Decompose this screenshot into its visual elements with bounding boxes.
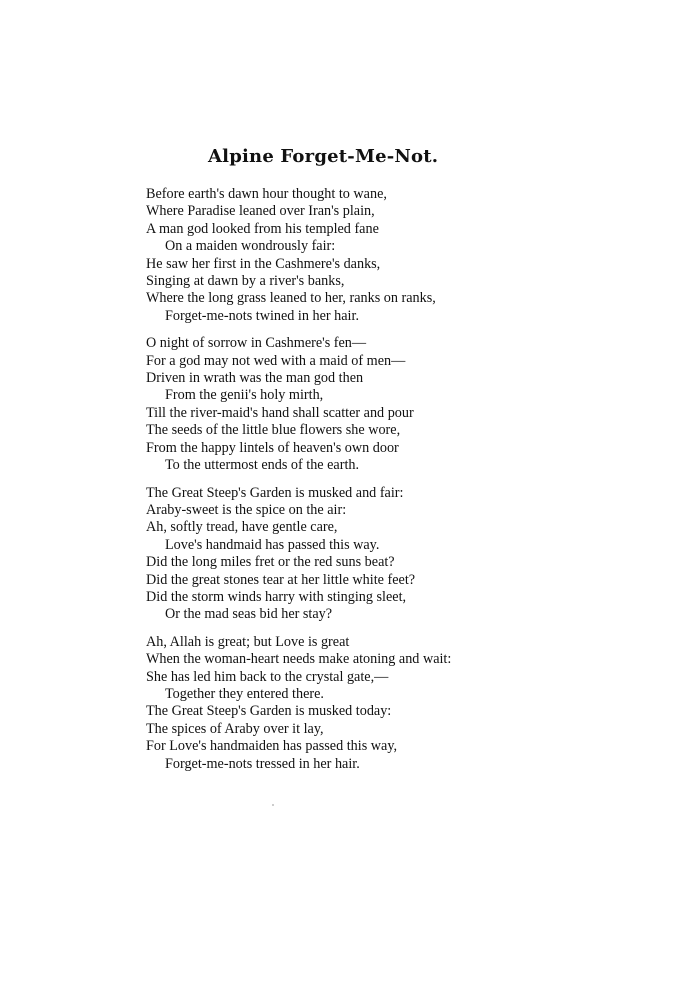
poem-line: When the woman-heart needs make atoning and wait: — [146, 651, 452, 668]
poem-line: Where Paradise leaned over Iran's plain, — [146, 203, 375, 220]
poem-body — [146, 186, 546, 783]
poem-line: On a maiden wondrously fair: — [165, 238, 336, 255]
poem-line: Forget-me-nots tressed in her hair. — [165, 755, 360, 772]
poem-line: Before earth's dawn hour thought to wane, — [146, 186, 387, 202]
poem-line: The seeds of the little blue flowers she wore, — [146, 422, 401, 439]
poem-title: Alpine Forget-Me-Not. — [208, 146, 439, 167]
poem-line: Did the storm winds harry with stinging sleet, — [146, 588, 407, 605]
page-speck — [272, 804, 274, 806]
poem-line: From the genii's holy mirth, — [165, 387, 324, 404]
poem-line: Together they entered there. — [165, 685, 324, 702]
stanza-1 — [146, 186, 546, 325]
poem-line: Ah, Allah is great; but Love is great — [146, 633, 350, 650]
poem-line: O night of sorrow in Cashmere's fen— — [146, 335, 367, 352]
poem-line: The Great Steep's Garden is musked and fair: — [146, 484, 404, 501]
poem-line: Driven in wrath was the man god then — [146, 370, 364, 387]
poem-line: For Love's handmaiden has passed this way, — [146, 738, 398, 755]
poem-line: Where the long grass leaned to her, ranks on ranks, — [146, 290, 436, 307]
poem-line: Araby-sweet is the spice on the air: — [146, 501, 347, 518]
stanza-2 — [146, 335, 546, 474]
poem-line: The spices of Araby over it lay, — [146, 720, 324, 737]
stanza-3 — [146, 485, 546, 624]
poem-line: From the happy lintels of heaven's own door — [146, 439, 399, 456]
poem-line: Till the river-maid's hand shall scatter and pour — [146, 404, 414, 421]
poem-line: For a god may not wed with a maid of men— — [146, 352, 406, 369]
poem-line: Love's handmaid has passed this way. — [165, 536, 380, 553]
poem-line: To the uttermost ends of the earth. — [165, 457, 360, 474]
poem-line: He saw her first in the Cashmere's danks, — [146, 255, 381, 272]
poem-line: She has led him back to the crystal gate,— — [146, 668, 389, 685]
stanza-4 — [146, 634, 546, 773]
poem-line: Ah, softly tread, have gentle care, — [146, 519, 338, 536]
poem-line: Did the long miles fret or the red suns beat? — [146, 554, 395, 571]
poem-line: The Great Steep's Garden is musked today: — [146, 703, 392, 720]
poem-line: Did the great stones tear at her little white feet? — [146, 571, 416, 588]
poem-line: Forget-me-nots twined in her hair. — [165, 307, 359, 324]
poem-line: Singing at dawn by a river's banks, — [146, 273, 345, 290]
poem-line: Or the mad seas bid her stay? — [165, 606, 333, 623]
poem-line: A man god looked from his templed fane — [146, 220, 379, 237]
